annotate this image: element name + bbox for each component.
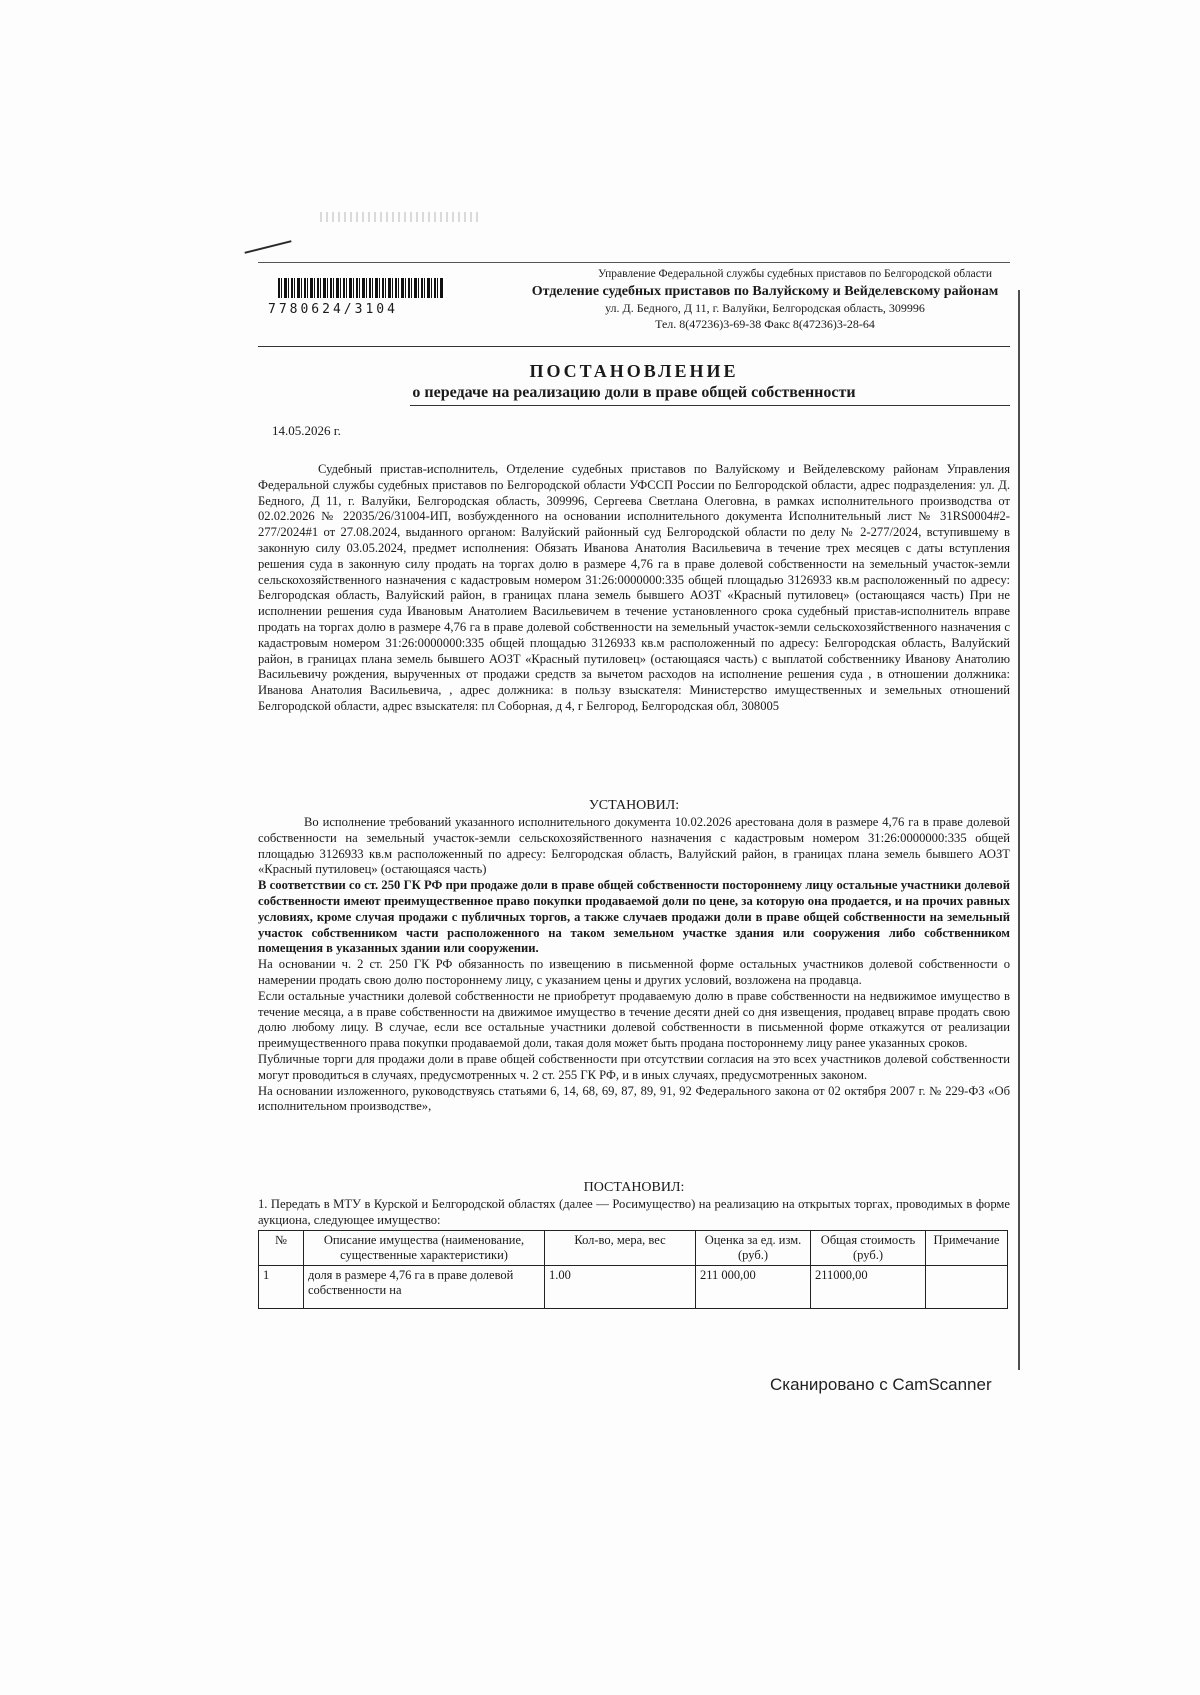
department-name: Отделение судебных приставов по Валуйскому и Вейделевскому районам	[531, 284, 999, 299]
table-header-unit-estimate: Оценка за ед. изм. (руб.)	[696, 1231, 811, 1266]
established-paragraph-6: На основании изложенного, руководствуясь статьями 6, 14, 68, 69, 87, 89, 91, 92 Федерального закона от 02 октября 2007 г. № 229-ФЗ «Об исполнительном производстве»,	[258, 1083, 1010, 1114]
header-bottom-rule	[258, 346, 1010, 347]
table-cell-quantity: 1.00	[545, 1266, 696, 1309]
barcode-number: 7780624/3104	[268, 302, 398, 317]
established-paragraph-5: Публичные торги для продажи доли в праве общей собственности при отсутствии согласия на это всех участников долевой собственности могут проводиться в случаях, предусмотренных ч. 2 ст. 255 ГК РФ, и в иных случаях, предусмотренных законом.	[258, 1051, 1010, 1082]
table-header-description: Описание имущества (наименование, существенные характеристики)	[304, 1231, 545, 1266]
page-edge-line	[1018, 290, 1020, 1370]
table-header-row	[259, 1231, 1008, 1266]
table-cell-total: 211000,00	[811, 1266, 926, 1309]
assets-table	[258, 1230, 1008, 1309]
table-header-number: №	[259, 1231, 304, 1266]
document-date: 14.05.2026 г.	[272, 423, 341, 438]
scan-noise	[320, 212, 480, 222]
decision-paragraph	[258, 1197, 1010, 1229]
established-paragraph-2: В соответствии со ст. 250 ГК РФ при продаже доли в праве общей собственности постороннему лицу остальные участники долевой собственности имеют преимущественное право покупки продаваемой доли по цене, за которую она продается, и на прочих равных условиях, кроме случая продажи с публичных торгов, а также случаев продажи доли в праве общей собственности на земельный участок собственником части расположенного на таком земельном участке здания или сооружения либо собственником помещения в указанных здании или сооружении.	[258, 878, 1010, 956]
established-paragraph-3: На основании ч. 2 ст. 250 ГК РФ обязанность по извещению в письменной форме остальных участников долевой собственности о намерении продать свою долю постороннему лицу, с указанием цены и других условий, возложена на продавца.	[258, 957, 1010, 987]
department-address: ул. Д. Бедного, Д 11, г. Валуйки, Белгородская область, 309996	[605, 301, 925, 315]
document-header	[520, 268, 1010, 332]
barcode-image	[278, 278, 444, 298]
table-header-quantity: Кол-во, мера, вес	[545, 1231, 696, 1266]
table-cell-description: доля в размере 4,76 га в праве долевой собственности на	[304, 1266, 545, 1309]
document-subtitle: о передаче на реализацию доли в праве общей собственности	[412, 384, 856, 401]
table-header-total: Общая стоимость (руб.)	[811, 1231, 926, 1266]
agency-name: Управление Федеральной службы судебных приставов по Белгородской области	[598, 268, 992, 280]
table-cell-note	[926, 1266, 1008, 1309]
section-decided-heading: ПОСТАНОВИЛ:	[583, 1180, 685, 1195]
table-header-note: Примечание	[926, 1231, 1008, 1266]
table-cell-unit-estimate: 211 000,00	[696, 1266, 811, 1309]
subtitle-rule	[410, 405, 1010, 406]
intro-text: Судебный пристав-исполнитель, Отделение судебных приставов по Валуйскому и Вейделевскому районам Управления Федеральной службы судебных приставов по Белгородской области УФССП России по Белгородской области, адрес подразделения: ул. Д. Бедного, Д 11, г. Валуйки, Белгородская область, 309996, Сергеева Светлана Олеговна, в рамках исполнительного производства от 02.02.2026 № 22035/26/31004-ИП, возбужденного на основании исполнительного документа Исполнительный лист № 31RS0004#2-277/2024#1 от 27.08.2024, выданного органом: Валуйский районный суд Белгородской области по делу № 2-277/2024, вступившему в законную силу 03.05.2024, предмет исполнения: Обязать Иванова Анатолия Васильевича в течение трех месяцев с даты вступления решения суда в законную силу продать на торгах долю в размере 4,76 га в праве долевой собственности на земельный участок-земли сельскохозяйственного назначения с кадастровым номером 31:26:0000000:335 общей площадью 3126933 кв.м расположенный по адресу: Белгородская область, Валуйский район, в границах плана земель бывшего АОЗТ «Красный путиловец» (остающаяся часть) При не исполнении решения суда Ивановым Анатолием Васильевичем в течение установленного срока судебный пристав-исполнитель вправе продать на торгах долю в размере 4,76 га в праве долевой собственности на земельный участок-земли сельскохозяйственного назначения с кадастровым номером 31:26:0000000:335 общей площадью 3126933 кв.м расположенный по адресу: Белгородская область, Валуйский район, в границах плана земель бывшего АОЗТ «Красный путиловец» (остающаяся часть) с выплатой собственнику Иванову Анатолию Васильевичу рождения, вырученных от продажи средств за вычетом расходов на исполнение решения суда , в отношении должника: Иванова Анатолия Васильевича, , адрес должника: в пользу взыскателя: Министерство имущественных и земельных отношений Белгородской области, адрес взыскателя: пл Соборная, д 4, г Белгород, Белгородская обл, 308005	[258, 462, 1010, 713]
decision-text: 1. Передать в МТУ в Курской и Белгородской областях (далее — Росимущество) на реализацию на открытых торгах, проводимых в форме аукциона, следующее имущество:	[258, 1197, 1010, 1227]
department-phone: Тел. 8(47236)3-69-38 Факс 8(47236)3-28-64	[655, 317, 875, 331]
pen-mark	[244, 240, 291, 254]
scanner-watermark: Сканировано с CamScanner	[770, 1375, 992, 1394]
section-established-heading: УСТАНОВИЛ:	[588, 798, 680, 813]
table-row	[259, 1266, 1008, 1309]
table-cell-number: 1	[259, 1266, 304, 1309]
established-paragraph-4: Если остальные участники долевой собственности не приобретут продаваемую долю в праве собственности на недвижимое имущество в течение месяца, а в праве собственности на движимое имущество в течение десяти дней со дня извещения, продавец вправе продать свою долю любому лицу. В случае, если все остальные участники долевой собственности в письменной форме откажутся от реализации преимущественного права покупки продаваемой доли, такая доля может быть продана постороннему лицу ранее указанных сроков.	[258, 988, 1010, 1051]
header-top-rule	[258, 262, 1010, 263]
established-section	[258, 815, 1010, 1115]
document-title: ПОСТАНОВЛЕНИЕ	[529, 361, 739, 381]
established-paragraph-1: Во исполнение требований указанного исполнительного документа 10.02.2026 арестована доля в размере 4,76 га в праве долевой собственности на земельный участок-земли сельскохозяйственного назначения с кадастровым номером 31:26:0000000:335 общей площадью 3126933 кв.м расположенный по адресу: Белгородская область, Валуйский район, в границах плана земель бывшего АОЗТ «Красный путиловец» (остающаяся часть)	[258, 815, 1010, 877]
intro-paragraph	[258, 462, 1010, 715]
